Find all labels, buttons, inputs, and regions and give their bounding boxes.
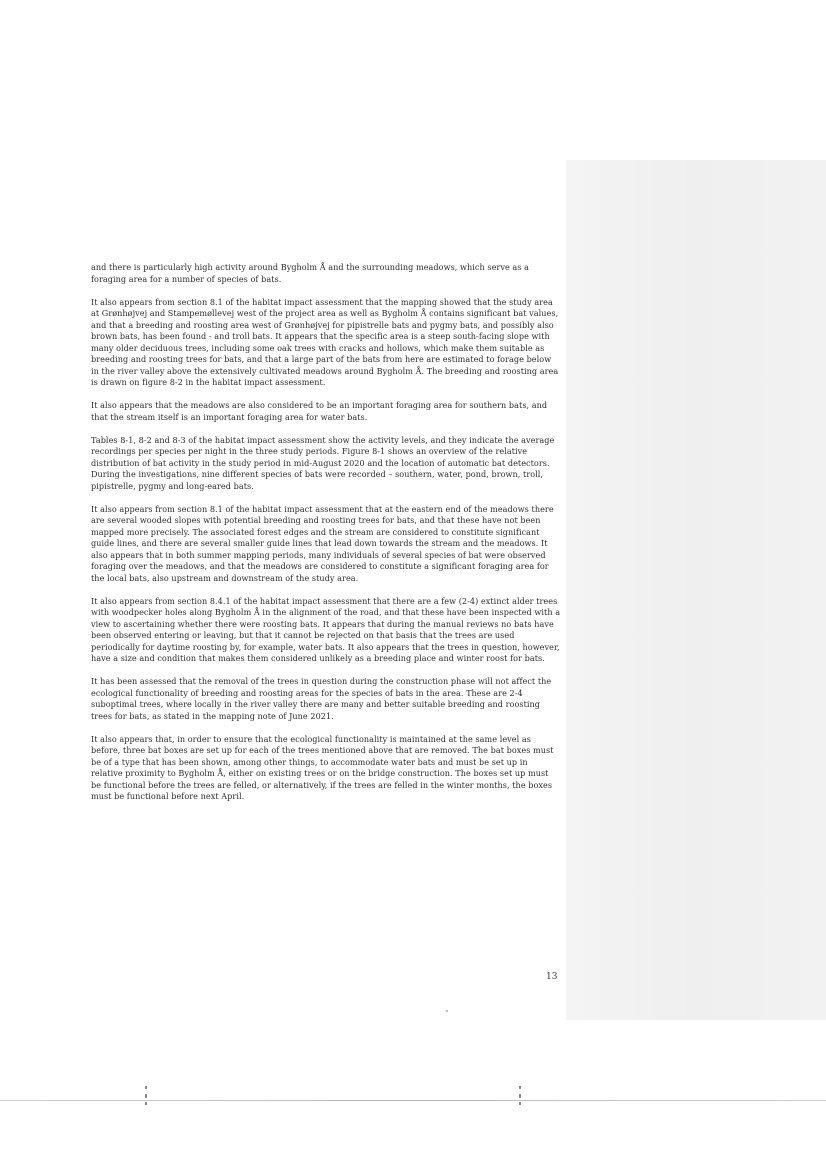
paragraph: It also appears from section 8.1 of the habitat impact assessment that at the eastern end of the meadows there are several wooded slopes with potential breeding and roosting trees for bats, and that these have not been mapped more precisely. The associated forest edges and the stream are considered to constitute significant guide lines, and there are several smaller guide lines that lead down towards the stream and the meadows. It also appears that in both summer mapping periods, many individuals of several species of bat were observed foraging over the meadows, and that the meadows are considered to constitute a significant foraging area for the local bats, also upstream and downstream of the study area. (91, 503, 554, 583)
scan-fold-line (0, 1100, 826, 1101)
scan-shadow-band (566, 160, 826, 1020)
scan-mark (519, 1086, 521, 1089)
scan-mark (145, 1086, 147, 1089)
paragraph: It also appears that, in order to ensure that the ecological functionality is maintained at the same level as before, three bat boxes are set up for each of the trees mentioned above that are removed. The bat boxes must be of a type that has been shown, among other things, to accommodate water bats and must be set up in relative proximity to Bygholm Å, either on existing trees or on the bridge construction. The boxes set up must be functional before the trees are felled, or alternatively, if the trees are felled in the winter months, the boxes must be functional before next April. (91, 733, 554, 801)
scan-mark (145, 1094, 147, 1098)
paragraph: It also appears from section 8.1 of the habitat impact assessment that the mapping showed that the study area at Grønhøjvej and Stampemøllevej west of the project area as well as Bygholm Å contains significant bat values, and that a breeding and roosting area west of Grønhøjvej for pipistrelle bats and pygmy bats, and possibly also brown bats, has been found - and troll bats. It appears that the specific area is a steep south-facing slope with many older deciduous trees, including some oak trees with cracks and hollows, which make them suitable as breeding and roosting trees for bats, and that a large part of the bats from here are estimated to forage below in the river valley above the extensively cultivated meadows around Bygholm Å. The breeding and roosting area is drawn on figure 8-2 in the habitat impact assessment. (91, 296, 559, 387)
scan-mark (519, 1102, 521, 1105)
page-number: 13 (546, 972, 558, 982)
scan-mark (519, 1094, 521, 1098)
body-text (91, 262, 561, 814)
scan-mark (145, 1102, 147, 1105)
paragraph: It also appears from section 8.4.1 of the habitat impact assessment that there are a few (2-4) extinct alder trees with woodpecker holes along Bygholm Å in the alignment of the road, and that these have been inspected with a view to ascertaining whether there were roosting bats. It appears that during the manual reviews no bats have been observed entering or leaving, but that it cannot be rejected on that basis that the trees are used periodically for daytime roosting by, for example, water bats. It also appears that the trees in question, however, have a size and condition that makes them considered unlikely as a breeding place and winter roost for bats. (91, 595, 561, 663)
paragraph: It also appears that the meadows are also considered to be an important foraging area for southern bats, and that the stream itself is an important foraging area for water bats. (91, 400, 548, 422)
paragraph: It has been assessed that the removal of the trees in question during the construction phase will not affect the ecological functionality of breeding and roosting areas for the species of bats in the area. These are 2-4 suboptimal trees, where locally in the river valley there are many and better suitable breeding and roosting trees for bats, as stated in the mapping note of June 2021. (91, 676, 552, 721)
scan-speck (446, 1010, 448, 1012)
paragraph: and there is particularly high activity around Bygholm Å and the surrounding meadows, which serve as a foraging area for a number of species of bats. (91, 262, 529, 284)
paragraph: Tables 8-1, 8-2 and 8-3 of the habitat impact assessment show the activity levels, and they indicate the average recordings per species per night in the three study periods. Figure 8-1 shows an overview of the relative distribution of bat activity in the study period in mid-August 2020 and the location of automatic bat detectors. During the investigations, nine different species of bats were recorded – southern, water, pond, brown, troll, pipistrelle, pygmy and long-eared bats. (91, 434, 555, 491)
